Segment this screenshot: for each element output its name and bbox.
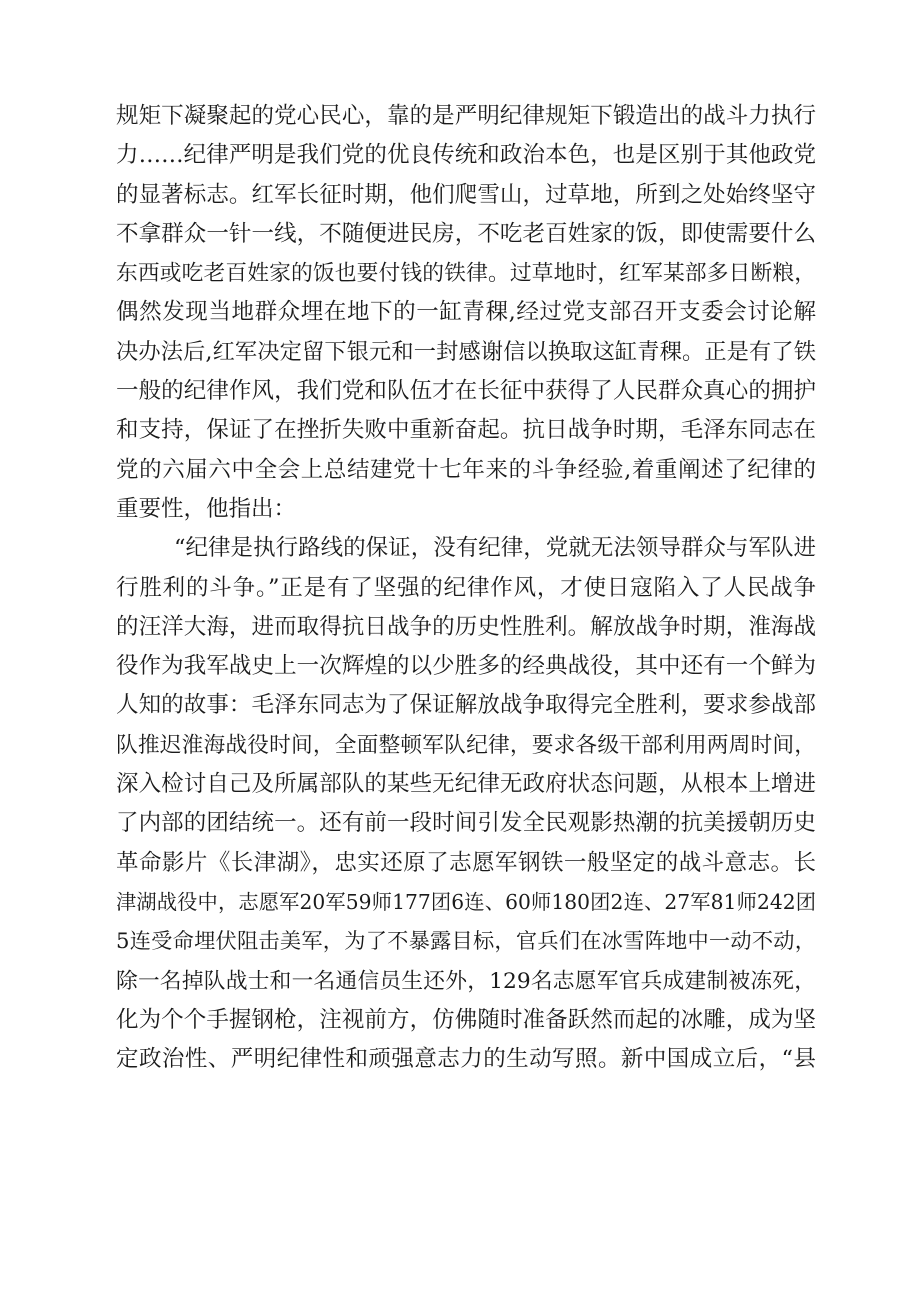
text-line: 深入检讨自己及所属部队的某些无纪律无政府状态问题，从根本上增进: [116, 771, 816, 798]
text-line: 队推迟淮海战役时间，全面整顿军队纪律，要求各级干部利用两周时间，: [116, 732, 816, 758]
text-line: 党的六届六中全会上总结建党十七年来的斗争经验,着重阐述了纪律的: [116, 456, 816, 483]
text-line: 津湖战役中，志愿军20军59师177团6连、60师180团2连、27军81师242团: [116, 889, 816, 914]
text-line: 的显著标志。红军长征时期，他们爬雪山，过草地，所到之处始终坚守: [116, 181, 816, 208]
text-line: 革命影片《长津湖》，忠实还原了志愿军钢铁一般坚定的战斗意志。长: [116, 849, 816, 876]
text-line: 定政治性、严明纪律性和顽强意志力的生动写照。新中国成立后，“县: [116, 1046, 816, 1073]
text-line: 偶然发现当地群众埋在地下的一缸青稞,经过党支部召开支委会讨论解: [116, 299, 816, 326]
text-line: 不拿群众一针一线，不随便进民房，不吃老百姓家的饭，即使需要什么: [116, 220, 816, 247]
text-line: 5连受命埋伏阻击美军，为了不暴露目标，官兵们在冰雪阵地中一动不动，: [116, 929, 816, 955]
text-line: 行胜利的斗争。”正是有了坚强的纪律作风，才使日寇陷入了人民战争: [116, 574, 816, 601]
text-line: 东西或吃老百姓家的饭也要付钱的铁律。过草地时，红军某部多日断粮，: [116, 261, 816, 287]
text-line: 了内部的团结统一。还有前一段时间引发全民观影热潮的抗美援朝历史: [116, 810, 816, 837]
text-line: 决办法后,红军决定留下银元和一封感谢信以换取这缸青稞。正是有了铁: [116, 338, 816, 365]
text-line: 重要性，他指出：: [116, 495, 297, 522]
text-line: “纪律是执行路线的保证，没有纪律，党就无法领导群众与军队进: [174, 535, 816, 562]
text-line: 的汪洋大海，进而取得抗日战争的历史性胜利。解放战争时期，淮海战: [116, 613, 816, 640]
text-line: 人知的故事：毛泽东同志为了保证解放战争取得完全胜利，要求参战部: [116, 692, 816, 719]
text-line: 和支持，保证了在挫折失败中重新奋起。抗日战争时期，毛泽东同志在: [116, 417, 816, 444]
text-line: 除一名掉队战士和一名通信员生还外，129名志愿军官兵成建制被冻死，: [116, 968, 816, 994]
text-line: 力……纪律严明是我们党的优良传统和政治本色，也是区别于其他政党: [116, 142, 816, 169]
text-line: 化为个个手握钢枪，注视前方，仿佛随时准备跃然而起的冰雕，成为坚: [116, 1006, 816, 1033]
text-line: 规矩下凝聚起的党心民心，靠的是严明纪律规矩下锻造出的战斗力执行: [116, 103, 816, 129]
body-text: [116, 97, 816, 1079]
text-line: 役作为我军战史上一次辉煌的以少胜多的经典战役，其中还有一个鲜为: [116, 653, 816, 680]
text-line: 一般的纪律作风，我们党和队伍才在长征中获得了人民群众真心的拥护: [116, 378, 816, 405]
